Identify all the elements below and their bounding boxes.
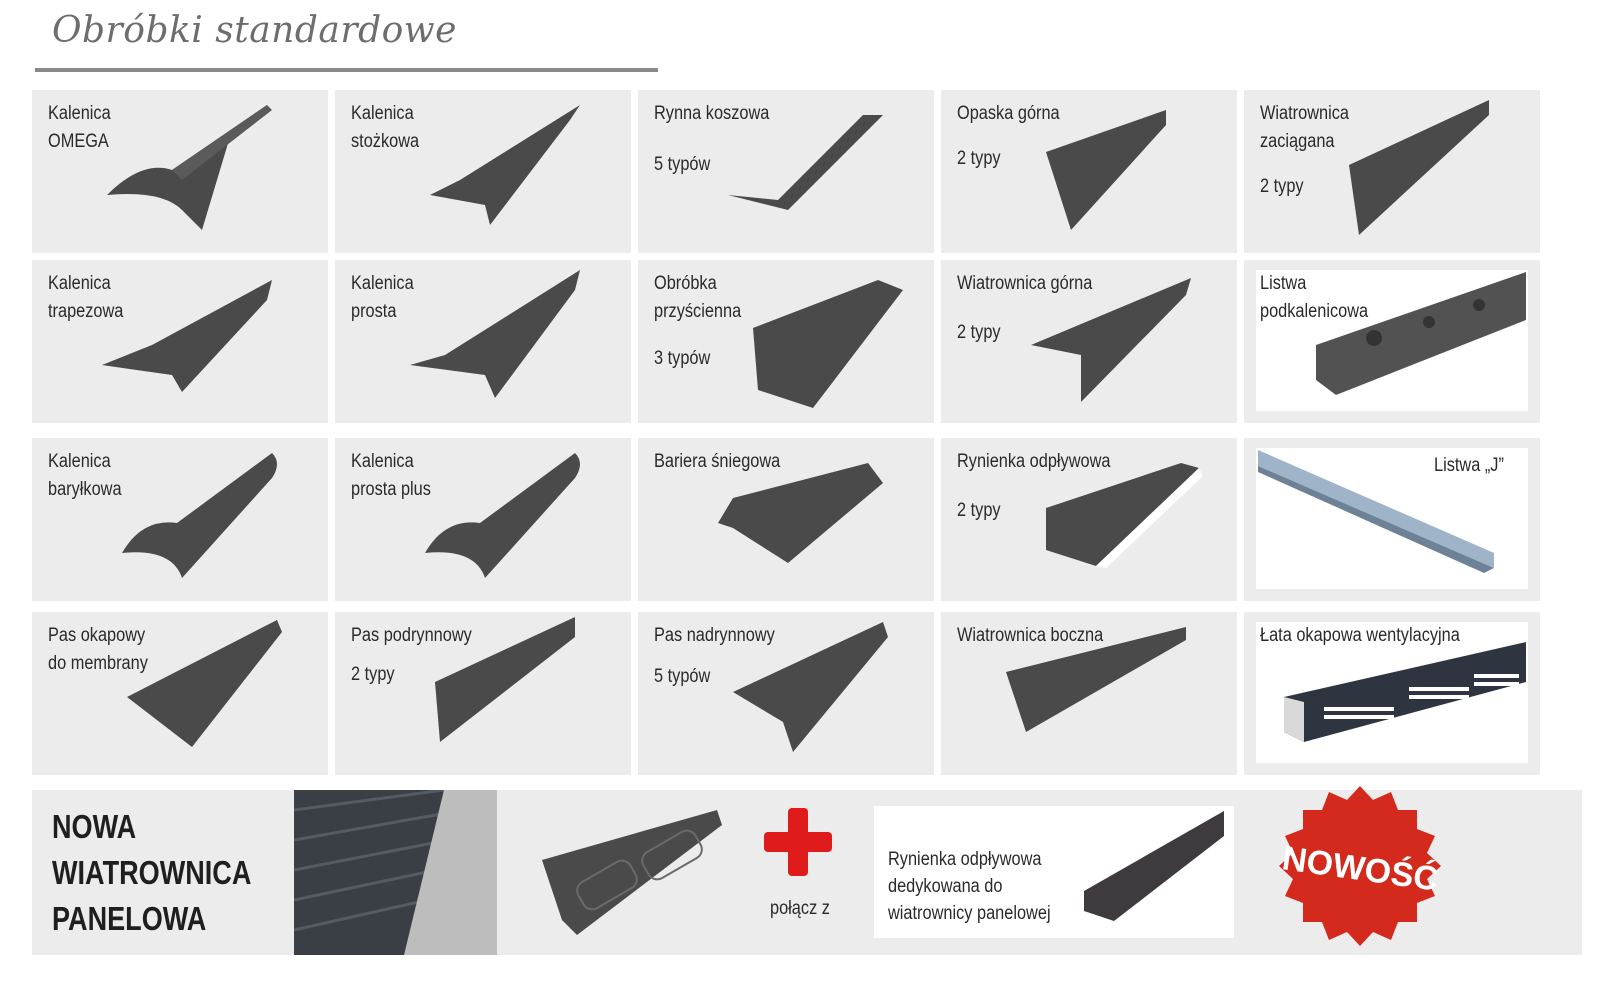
snow-barrier-image (638, 438, 934, 601)
plus-icon (764, 808, 832, 876)
tile-label: Kalenica OMEGA (48, 103, 111, 152)
banner-headline: NOWA WIATROWNICA PANELOWA (52, 808, 252, 937)
tile-sub: 2 typy (1260, 176, 1304, 197)
tile-sub: 2 typy (351, 664, 395, 685)
tile-sub: 2 typy (957, 322, 1001, 343)
tile-label: Kalenica prosta (351, 273, 414, 322)
tile-pas-nadrynnowy (638, 612, 934, 775)
tile-sub: 3 typów (654, 348, 711, 369)
tile-kalenica-omega (32, 90, 328, 253)
tile-rynna-koszowa (638, 90, 934, 253)
ridge-trapezoid-image (32, 260, 328, 423)
tile-label: Bariera śniegowa (654, 451, 781, 472)
tile-label: Listwa „J” (1434, 455, 1504, 476)
tile-label: Pas nadrynnowy (654, 625, 775, 646)
tile-sub: 5 typów (654, 666, 711, 687)
drip-edge-image (32, 612, 328, 775)
tile-label: Obróbka przyścienna (654, 273, 742, 322)
tile-opaska-gorna (941, 90, 1237, 253)
tile-label: Listwa podkalenicowa (1260, 273, 1369, 322)
ridge-straight-plus-image (335, 438, 631, 601)
tile-label: Pas okapowy do membrany (48, 625, 148, 674)
tile-kalenica-stozkowa (335, 90, 631, 253)
page-title: Obróbki standardowe (52, 10, 457, 51)
tile-label: Wiatrownica boczna (957, 625, 1104, 646)
tile-label: Rynienka odpływowa (957, 451, 1111, 472)
eaves-vent-batten-image (1244, 612, 1540, 775)
tile-pas-podrynnowy (335, 612, 631, 775)
tile-kalenica-prosta (335, 260, 631, 423)
tile-lata-okapowa (1244, 612, 1540, 775)
tile-rynienka-odplywowa (941, 438, 1237, 601)
tile-label: Wiatrownica górna (957, 273, 1093, 294)
tile-sub: 2 typy (957, 148, 1001, 169)
j-strip-image (1244, 438, 1540, 601)
under-ridge-strip-image (1244, 260, 1540, 423)
tile-kalenica-trapezowa (32, 260, 328, 423)
ridge-straight-image (335, 260, 631, 423)
tile-label: Rynna koszowa (654, 103, 770, 124)
tile-obrobka-przyscienna (638, 260, 934, 423)
dedicated-channel-label: Rynienka odpływowa dedykowana do wiatrownicy panelowej (888, 849, 1051, 924)
tile-label: Łata okapowa wentylacyjna (1260, 625, 1460, 646)
top-flashing-image (941, 90, 1237, 253)
dedicated-channel-image (1084, 806, 1234, 938)
side-barge-image (941, 612, 1237, 775)
ridge-omega-image (32, 90, 328, 253)
title-rule (35, 68, 658, 72)
top-barge-image (941, 260, 1237, 423)
new-badge-text: NOWOŚĆ (1279, 839, 1441, 899)
tile-kalenica-barylkowa (32, 438, 328, 601)
tile-label: Wiatrownica zaciągana (1260, 103, 1349, 152)
wall-flashing-image (638, 260, 934, 423)
pulled-barge-image (1244, 90, 1540, 253)
tile-label: Kalenica baryłkowa (48, 451, 122, 500)
tile-sub: 5 typów (654, 154, 711, 175)
tile-kalenica-prosta-plus (335, 438, 631, 601)
dedicated-channel-box (874, 806, 1234, 938)
roof-photo (294, 790, 497, 955)
drain-channel-image (941, 438, 1237, 601)
ridge-barrel-image (32, 438, 328, 601)
over-gutter-strip-image (638, 612, 934, 775)
tile-wiatrownica-gorna (941, 260, 1237, 423)
tile-listwa-podkalenicowa (1244, 260, 1540, 423)
tile-label: Opaska górna (957, 103, 1060, 124)
tile-listwa-j (1244, 438, 1540, 601)
tile-label: Kalenica trapezowa (48, 273, 124, 322)
tile-label: Kalenica prosta plus (351, 451, 431, 500)
tile-wiatrownica-boczna (941, 612, 1237, 775)
new-badge (1270, 780, 1450, 960)
tile-wiatrownica-zaciagana (1244, 90, 1540, 253)
tile-bariera-sniegowa (638, 438, 934, 601)
valley-gutter-image (638, 90, 934, 253)
tile-pas-okapowy (32, 612, 328, 775)
under-gutter-strip-image (335, 612, 631, 775)
connect-label: połącz z (770, 898, 830, 919)
panel-barge-image (532, 800, 732, 940)
tile-sub: 2 typy (957, 500, 1001, 521)
tile-label: Kalenica stożkowa (351, 103, 420, 152)
ridge-cone-image (335, 90, 631, 253)
tile-label: Pas podrynnowy (351, 625, 472, 646)
